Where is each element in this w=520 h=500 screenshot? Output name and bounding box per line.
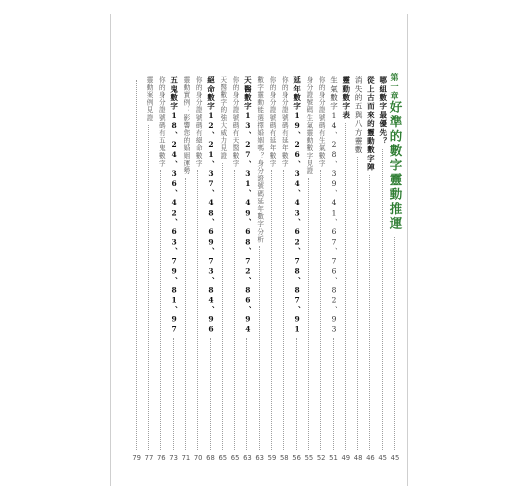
dot-leader [283,170,284,450]
chapter-title: 好準的數字靈動推運 [388,100,403,232]
page-number: 71 [181,454,191,462]
toc-entry-title: 你的身分證號碼有延年數字 [268,76,276,168]
toc-entry-title: 你的身分證號碼有生氣數字 [317,76,326,168]
toc-entry-title: 你的身分證號碼有天醫數字 [231,76,240,168]
book-page [110,14,408,486]
page-number: 58 [279,454,289,462]
toc-entry-title: 絕命數字12、21、37、48、69、73、84、96 [206,76,216,335]
dot-leader [234,170,235,450]
toc-entry-title: 天醫數字13、27、31、49、68、72、86、94 [243,76,253,335]
toc-entry-title: 靈動實例：影響您的婚姻運勢 [181,76,190,175]
toc-entry-title: 延年數字19、26、34、43、62、78、87、91 [292,76,302,335]
dot-leader [222,163,223,450]
toc-entry-title: 身分證號碼生氣靈動數字見證 [304,76,313,175]
page-number: 76 [156,454,166,462]
dot-leader [210,338,211,450]
dot-leader [296,338,297,450]
page-number: 65 [230,454,240,462]
dot-leader [382,149,383,450]
page-number: 55 [304,454,314,462]
dot-leader [173,338,174,450]
dot-leader [271,170,272,450]
page-number: 79 [132,454,142,462]
toc-entry-title: 你的身分證號碼有五鬼數字 [157,76,166,168]
toc-entry-title: 哪組數字最優先？ [378,76,388,146]
page-number: 52 [316,454,326,462]
dot-leader [246,338,247,450]
page-number: 73 [169,454,178,462]
dot-leader [369,175,370,450]
page-number: 45 [390,454,400,462]
chapter-number: 第一章 [390,73,400,101]
dot-leader [136,80,137,450]
dot-leader [357,157,358,450]
page-number: 68 [206,454,215,462]
toc-entry-title: 你的身分證號碼有絕命數字 [194,76,203,168]
toc-entry-title: 靈動數字表 [341,76,351,120]
page-number: 45 [378,454,388,462]
toc-entry[interactable] [129,76,145,482]
dot-leader [320,170,321,450]
toc-entry-title: 你的身分證號碼有延年數字 [280,76,289,168]
page-number: 63 [243,454,252,462]
toc-entry-title: 五鬼數字18、24、36、42、63、79、81、97 [169,76,179,335]
dot-leader [259,246,260,450]
toc-entry-title: 生氣數字14、28、39、41、67、76、82、93 [329,76,339,335]
toc-entry-title: 數字靈動能選擇婚姻嗎？身分證號碼延年數字分析 [255,76,264,244]
dot-leader [148,125,149,450]
page-number: 48 [353,454,363,462]
dot-leader [308,178,309,450]
dot-leader [160,170,161,450]
toc-entry-title: 靈動案例見證 [145,76,153,122]
toc-entry-title: 天醫數字的強大威力見證 [218,76,227,160]
toc-entry-title: 消失的五與八方靈數 [354,76,364,155]
dot-leader [197,170,198,450]
page-number: 77 [144,454,154,462]
page-number: 46 [366,454,375,462]
dot-leader [333,338,334,450]
dot-leader [394,237,395,450]
page-number: 51 [329,454,338,462]
page-number: 63 [255,454,265,462]
page-number: 49 [341,454,351,462]
dot-leader [345,123,346,450]
page-number: 56 [292,454,301,462]
page-number: 70 [193,454,203,462]
page-number: 59 [267,454,277,462]
page-number: 65 [218,454,228,462]
dot-leader [185,178,186,450]
toc-entry-title: 從上古而來的靈動數字陣 [366,76,376,172]
